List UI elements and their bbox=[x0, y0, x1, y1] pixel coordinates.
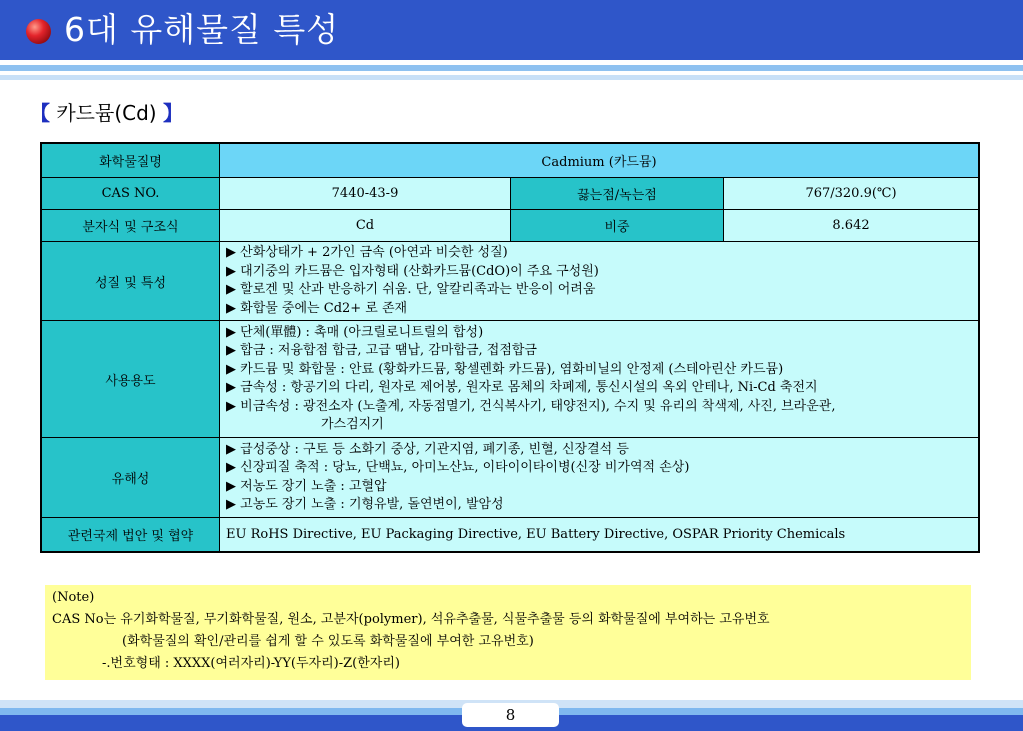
list-item: ▶ 단체(單體) : 촉매 (아크릴로니트릴의 합성) bbox=[226, 324, 484, 340]
table-row bbox=[41, 210, 979, 242]
table-row bbox=[41, 518, 979, 553]
chemical-name-label: 화학물질명 bbox=[41, 143, 220, 178]
law-label: 관련국제 법안 및 협약 bbox=[41, 518, 220, 553]
list-item: ▶ 비금속성 : 광전소자 (노출계, 자동점멸기, 건식복사기, 태양전지), 수지 및 유리의 착색제, 사진, 브라운관, bbox=[226, 398, 836, 414]
list-item: 가스검지기 bbox=[321, 417, 384, 432]
note-line: -.번호형태 : XXXX(여러자리)-YY(두자리)-Z(한자리) bbox=[102, 656, 400, 671]
cadmium-info-table bbox=[40, 142, 980, 553]
list-item: ▶ 신장피질 축적 : 당뇨, 단백뇨, 아미노산뇨, 이타이이타이병(신장 비가역적 손상) bbox=[226, 460, 690, 475]
uses-value bbox=[220, 321, 980, 438]
section-title-text: 카드뮴(Cd) bbox=[56, 101, 157, 125]
formula-label: 분자식 및 구조식 bbox=[41, 210, 220, 242]
note-line: (화학물질의 확인/관리를 쉽게 할 수 있도록 화학물질에 부여한 고유번호) bbox=[122, 634, 534, 649]
list-item: ▶ 급성중상 : 구토 등 소화기 중상, 기관지염, 폐기종, 빈혈, 신장결석 등 bbox=[226, 441, 629, 457]
list-item: ▶ 대기중의 카드뮴은 입자형태 (산화카드뮴(CdO)이 주요 구성원) bbox=[226, 263, 599, 279]
table-row bbox=[41, 178, 979, 210]
page-number: 8 bbox=[462, 703, 559, 727]
list-item: ▶ 산화상태가 + 2가인 금속 (아연과 비슷한 성질) bbox=[226, 245, 508, 260]
list-item: ▶ 카드뮴 및 화합물 : 안료 (황화카드뮴, 황셀렌화 카드뮴), 염화비닐의 안정제 (스테아린산 카드뮴) bbox=[226, 361, 784, 377]
open-bracket: 【 bbox=[30, 101, 50, 125]
note-line: CAS No는 유기화학물질, 무기화학물질, 원소, 고분자(polymer), 석유추출물, 식물추출물 등의 화학물질에 부여하는 고유번호 bbox=[52, 612, 770, 627]
uses-label: 사용용도 bbox=[41, 321, 220, 438]
table-row bbox=[41, 321, 979, 438]
header-stripe bbox=[0, 75, 1023, 80]
law-value: EU RoHS Directive, EU Packaging Directive, EU Battery Directive, OSPAR Priority Chemicals bbox=[220, 518, 980, 553]
boiling-melting-label: 끓는점/녹는점 bbox=[511, 178, 724, 210]
page-title: 6대 유해물질 특성 bbox=[64, 10, 340, 49]
table-row bbox=[41, 438, 979, 518]
toxicity-label: 유해성 bbox=[41, 438, 220, 518]
table-row bbox=[41, 242, 979, 321]
list-item: ▶ 합금 : 저융합점 합금, 고급 땜납, 감마합금, 접점합금 bbox=[226, 343, 537, 358]
list-item: ▶ 할로겐 및 산과 반응하기 쉬움. 단, 알칼리족과는 반응이 어려움 bbox=[226, 282, 596, 297]
section-title bbox=[30, 100, 183, 126]
red-bullet-icon bbox=[26, 19, 51, 44]
properties-label: 성질 및 특성 bbox=[41, 242, 220, 321]
list-item: ▶ 고농도 장기 노출 : 기형유발, 돌연변이, 발암성 bbox=[226, 497, 504, 512]
formula-value: Cd bbox=[220, 210, 511, 242]
table-row bbox=[41, 143, 979, 178]
note-heading: (Note) bbox=[52, 590, 95, 605]
list-item: ▶ 저농도 장기 노출 : 고혈압 bbox=[226, 478, 387, 494]
specific-gravity-label: 비중 bbox=[511, 210, 724, 242]
properties-value bbox=[220, 242, 980, 321]
toxicity-value bbox=[220, 438, 980, 518]
close-bracket: 】 bbox=[162, 101, 183, 125]
list-item: ▶ 화합물 중에는 Cd2+ 로 존재 bbox=[226, 300, 408, 316]
specific-gravity-value: 8.642 bbox=[724, 210, 980, 242]
note-box bbox=[45, 585, 971, 680]
chemical-name-value: Cadmium (카드뮴) bbox=[220, 143, 980, 178]
list-item: ▶ 금속성 : 항공기의 다리, 원자로 제어봉, 원자로 몸체의 차폐제, 통신시설의 옥외 안테나, Ni-Cd 축전지 bbox=[226, 380, 818, 395]
cas-label: CAS NO. bbox=[41, 178, 220, 210]
cas-value: 7440-43-9 bbox=[220, 178, 511, 210]
header-bar bbox=[0, 0, 1023, 60]
boiling-melting-value: 767/320.9(℃) bbox=[724, 178, 980, 210]
